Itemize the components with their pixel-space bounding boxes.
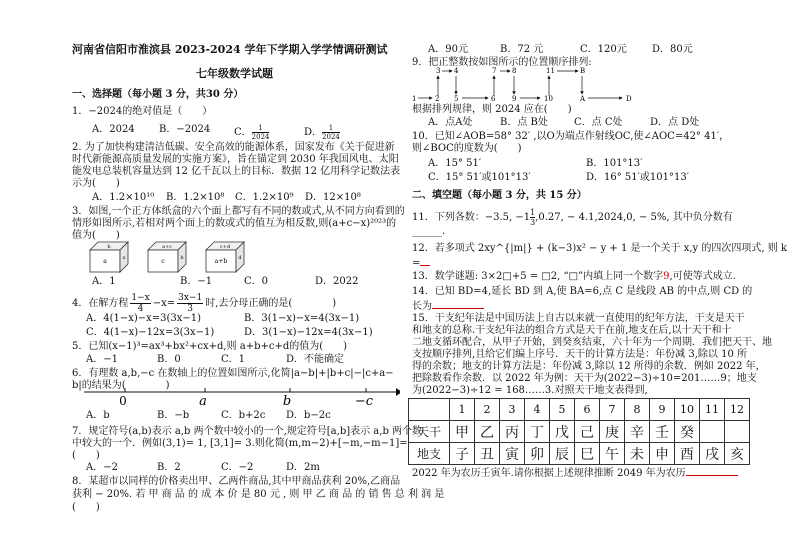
question-8-line-2: 获利 − 20%. 若 甲 商 品 的 成 本 价 是 80 元 , 则 甲 乙 商 品 的 销 售 总 利 润 是 (72, 489, 445, 500)
table-row (409, 421, 750, 443)
question-15-line-2: 和地支的总称.干支纪年法的组合方式是天干在前,地支在后,以十天干和十 (412, 325, 732, 336)
table-row (409, 443, 750, 465)
cube-3-front-label: a+b (214, 258, 228, 265)
table-cell: 10 (675, 399, 700, 421)
cube-1-top-label: b (107, 244, 111, 250)
q10-option-b: B．101°13′ (586, 158, 643, 169)
q7-option-b: B．2 (157, 462, 181, 473)
question-2-line-2: 时代新能源高质量发展的实施方案》，旨在锚定到 2030 年我国风电、太阳 (72, 154, 399, 165)
cube-2-side-label: b (180, 255, 184, 261)
table-cell: 丁 (525, 421, 550, 443)
table-cell: 亥 (725, 443, 750, 465)
question-11: 11．下列各数：−3.5, −1 $\frac{1}{3}$ ,0.27, − 4.1,2024,0, − 5%, 其中负分数有 (412, 208, 733, 227)
question-15-line-5: 得的余数；地支的计算方法是：年份减 3,除以 12 所得的余数．例如 2022 年， (412, 361, 766, 372)
question-15-line-3: 二地支循环配合，从甲子开始，到癸亥结束，六十年为一个周期．我们把天干、地 (412, 337, 772, 348)
ganzhi-table (408, 398, 750, 465)
seq-top-3: 3 (436, 67, 441, 75)
q5-option-a: A．−1 (86, 354, 118, 365)
question-6-line-1: 6．有理数 a,b,−c 在数轴上的位置如图所示,化简|a−b|+|b+c|−|c+a− (72, 368, 394, 379)
q3-option-b: B．−1 (180, 276, 213, 287)
question-15-line-4: 支按顺序排列,且给它们编上序号．天干的计算方法是：年份减 3,除以 10 所 (412, 349, 747, 360)
question-1: 1．−2024的绝对值是（ ） (72, 106, 213, 117)
q1-option-a: A．2024 (92, 124, 135, 135)
seq-bot-a: A (580, 95, 586, 103)
question-15-line-7: 为(2022−3)÷12 = 168……3.对照天干地支表得到, (412, 385, 648, 396)
q3-option-c: C．0 (244, 276, 269, 287)
section-1-heading: 一、选择题（每小题 3 分，共30 分） (72, 89, 244, 100)
q2-option-c: C．1.2×10⁹ (235, 192, 294, 203)
seq-top-11: 11 (546, 67, 555, 75)
q4-option-d: D．3(1−x)−12x=4(3x−1) (244, 327, 373, 338)
question-7-line-3: ( ) (72, 450, 100, 461)
table-cell: 9 (650, 399, 675, 421)
table-cell: 甲 (450, 421, 475, 443)
table-cell: 丙 (500, 421, 525, 443)
q1-option-b: B．−2024 (159, 124, 211, 135)
number-line (80, 386, 400, 410)
q8-option-d: D．80元 (652, 44, 693, 55)
table-row (409, 399, 750, 421)
table-cell (725, 421, 750, 443)
question-11-line-2: ______. (412, 226, 446, 237)
q13-answer-digit: 9 (663, 271, 670, 282)
q7-option-a: A．−2 (86, 462, 118, 473)
table-cell: 壬 (650, 421, 675, 443)
q5-option-c: C．1 (221, 354, 246, 365)
table-cell: 11 (700, 399, 725, 421)
question-15-line-1: 15．干支纪年法是中国历法上自古以来就一直使用的纪年方法，干支是天干 (412, 313, 745, 324)
q4-option-a: A．4(1−x)−x=3(3x−1) (86, 313, 202, 324)
q6-option-d: D．b−2c (286, 410, 331, 421)
q2-option-d: D．12×10⁸ (305, 192, 361, 203)
q10-option-d: D．16° 51′或101°13′ (586, 172, 689, 183)
number-line-neg-c: −c (354, 394, 374, 409)
row-label-dizhi: 地支 (409, 443, 450, 465)
seq-bot-6: 6 (491, 95, 496, 103)
cube-2-front-label: c (161, 258, 165, 265)
q1-option-d: D． $\frac{1}{2024}$ (304, 124, 340, 141)
cube-3 (206, 242, 244, 272)
row-label-tiangan: 天干 (409, 421, 450, 443)
table-cell: 6 (575, 399, 600, 421)
question-3-line-1: 3．如图,一个正方体纸盒的六个面上都写有不同的数或式,从不同方向看到的 (72, 206, 405, 217)
exam-subtitle: 七年级数学试题 (196, 67, 273, 80)
cube-figures (88, 240, 288, 276)
seq-bot-9: 9 (512, 95, 517, 103)
seq-top-7: 7 (492, 67, 497, 75)
table-cell: 乙 (475, 421, 500, 443)
table-cell: 丑 (475, 443, 500, 465)
question-9-line-2: 根据排列规律，则 2024 应在( ) (412, 104, 572, 115)
q1-option-c: C． $\frac{1}{2024}$ (234, 124, 270, 141)
question-4: 4．在解方程 $\frac{1-x}{4}$ −x= $\frac{3x-1}{3}$ 时,去分母正确的是( ) (72, 293, 337, 314)
question-12-line-2: = (412, 256, 430, 270)
q7-option-c: C．−2 (221, 462, 254, 473)
sequence-figure (412, 66, 642, 104)
question-3-line-2: 情形如图所示,若相对两个面上的数或式的值互为相反数,则(a+c−x)²⁰²³的 (72, 218, 397, 229)
cube-1 (90, 242, 128, 272)
table-cell: 7 (600, 399, 625, 421)
seq-bot-5: 5 (454, 95, 459, 103)
table-cell: 1 (450, 399, 475, 421)
seq-bot-10: 10 (544, 95, 553, 103)
table-cell: 戊 (550, 421, 575, 443)
table-cell: 2 (475, 399, 500, 421)
q5-option-b: B．0 (157, 354, 181, 365)
q4-option-c: C．4(1−x)−12x=3(3x−1) (86, 327, 215, 338)
answer-blank[interactable] (420, 256, 430, 266)
table-cell: 未 (625, 443, 650, 465)
q9-option-c: C．点 C处 (574, 117, 623, 128)
answer-blank[interactable] (432, 299, 484, 309)
seq-bot-1: 1 (412, 95, 417, 103)
q2-option-b: B．1.2×10⁸ (166, 192, 225, 203)
question-8-line-1: 8．某超市以同样的价格卖出甲、乙两件商品,其中甲商品获利 20%,乙商品 (72, 476, 401, 487)
cube-3-top-label: c+d (219, 244, 231, 250)
q3-option-a: A．1 (92, 276, 116, 287)
cube-2 (148, 242, 186, 272)
number-line-zero: 0 (119, 394, 127, 408)
cube-1-side-label: x (122, 255, 126, 261)
q4-option-b: B．3(1−x)−x=4(3x−1) (244, 313, 360, 324)
question-14-line-1: 14．已知 BD=4,延长 BD 到 A,使 BA=6,点 C 是线段 AB 的中点,则 CD 的 (412, 286, 753, 297)
question-7-line-2: 中较大的一个．例如(3,1)= 1, [3,1]= 3.则化简(m,m−2)+[−m,−m−1]= (72, 438, 408, 449)
question-13: 13．数学谜题: 3×2□+5 = □2, “□”内填上同一个数字9,可使等式成立. (412, 271, 736, 282)
q2-option-a: A．1.2×10¹⁰ (92, 192, 155, 203)
cube-1-front-label: a (103, 258, 107, 265)
question-10-line-1: 10．已知∠AOB=58° 32′ ,以O为端点作射线OC,使∠AOC=42° 41′， (412, 131, 730, 142)
question-14-line-2: 长为 (412, 299, 484, 313)
exam-title: 河南省信阳市淮滨县 2023-2024 学年下学期入学学情调研测试 (72, 43, 388, 56)
table-cell: 4 (525, 399, 550, 421)
cube-3-side-label: d (238, 255, 242, 261)
table-cell: 卯 (525, 443, 550, 465)
table-cell: 己 (575, 421, 600, 443)
q10-option-c: C．15° 51′或101°13′ (428, 172, 531, 183)
q7-option-d: D．2m (286, 462, 320, 473)
q9-option-a: A．点A处 (428, 117, 473, 128)
seq-bot-2: 2 (435, 95, 440, 103)
table-cell: 午 (600, 443, 625, 465)
q6-option-a: A．b (86, 410, 110, 421)
q9-option-d: D．点 D处 (650, 117, 700, 128)
table-cell: 庚 (600, 421, 625, 443)
answer-blank[interactable] (686, 466, 738, 476)
table-corner (409, 399, 450, 421)
table-cell (700, 421, 725, 443)
q9-option-b: B．点 B处 (500, 117, 548, 128)
table-cell: 申 (650, 443, 675, 465)
seq-top-8: 8 (512, 67, 517, 75)
table-cell: 巳 (575, 443, 600, 465)
q8-option-c: C．120元 (580, 44, 627, 55)
table-cell: 寅 (500, 443, 525, 465)
question-6-line-2: b|的结果为( ) (72, 380, 170, 391)
table-cell: 戌 (700, 443, 725, 465)
number-line-b: b (282, 394, 292, 409)
seq-bot-d: D (626, 95, 632, 103)
table-cell: 12 (725, 399, 750, 421)
q3-option-d: D．2022 (315, 276, 359, 287)
question-2-line-3: 能发电总装机容量达到 12 亿千瓦以上的目标．数据 12 亿用科学记数法表 (72, 166, 401, 177)
question-2-line-1: 2. 为了加快构建清洁低碳、安全高效的能源体系，国家发布《关于促进新 (72, 142, 395, 153)
question-3-line-3: 值为( ) (72, 230, 120, 241)
table-cell: 辰 (550, 443, 575, 465)
question-15-final: 2022 年为农历壬寅年.请你根据上述规律推断 2049 年为农历 (412, 466, 738, 480)
question-8-line-3: ( ) (72, 502, 100, 513)
table-cell: 5 (550, 399, 575, 421)
q6-option-c: C．b+2c (221, 410, 266, 421)
question-12-line-1: 12．若多项式 2xy^{|m|} + (k−3)x² − y + 1 是一个关于 x,y 的四次四项式, 则 k (412, 243, 787, 254)
q5-option-d: D．不能确定 (286, 354, 345, 365)
table-cell: 癸 (675, 421, 700, 443)
q6-option-b: B．−b (157, 410, 190, 421)
question-2-line-4: 示为( ) (72, 178, 120, 189)
q8-option-b: B．72 元 (500, 44, 544, 55)
question-15-line-6: 把除数看作余数．以 2022 年为例：天干为(2022−3)÷10=201……9；地支 (412, 373, 757, 384)
cube-2-top-label: a+c (162, 244, 172, 250)
question-9: 9．把正整数按如图所示的位置顺序排列: (412, 57, 592, 68)
q10-option-a: A．15° 51′ (428, 158, 482, 169)
q8-option-a: A．90元 (428, 44, 468, 55)
table-cell: 8 (625, 399, 650, 421)
table-cell: 辛 (625, 421, 650, 443)
question-7-line-1: 7．规定符号(a,b)表示 a,b 两个数中较小的一个,规定符号[a,b]表示 a,b 两个数 (72, 426, 423, 437)
seq-top-4: 4 (454, 67, 459, 75)
question-5: 5．已知(x−1)³=ax³+bx²+cx+d,则 a+b+c+d的值为( ) (72, 341, 348, 352)
seq-top-b: B (580, 67, 586, 75)
table-cell: 酉 (675, 443, 700, 465)
number-line-a: a (199, 394, 207, 409)
table-cell: 子 (450, 443, 475, 465)
right-column (400, 0, 794, 550)
section-2-heading: 二、填空题（每小题 3 分，共 15 分） (412, 190, 587, 201)
question-10-line-2: 则∠BOC的度数为( ) (412, 143, 522, 154)
table-cell: 3 (500, 399, 525, 421)
